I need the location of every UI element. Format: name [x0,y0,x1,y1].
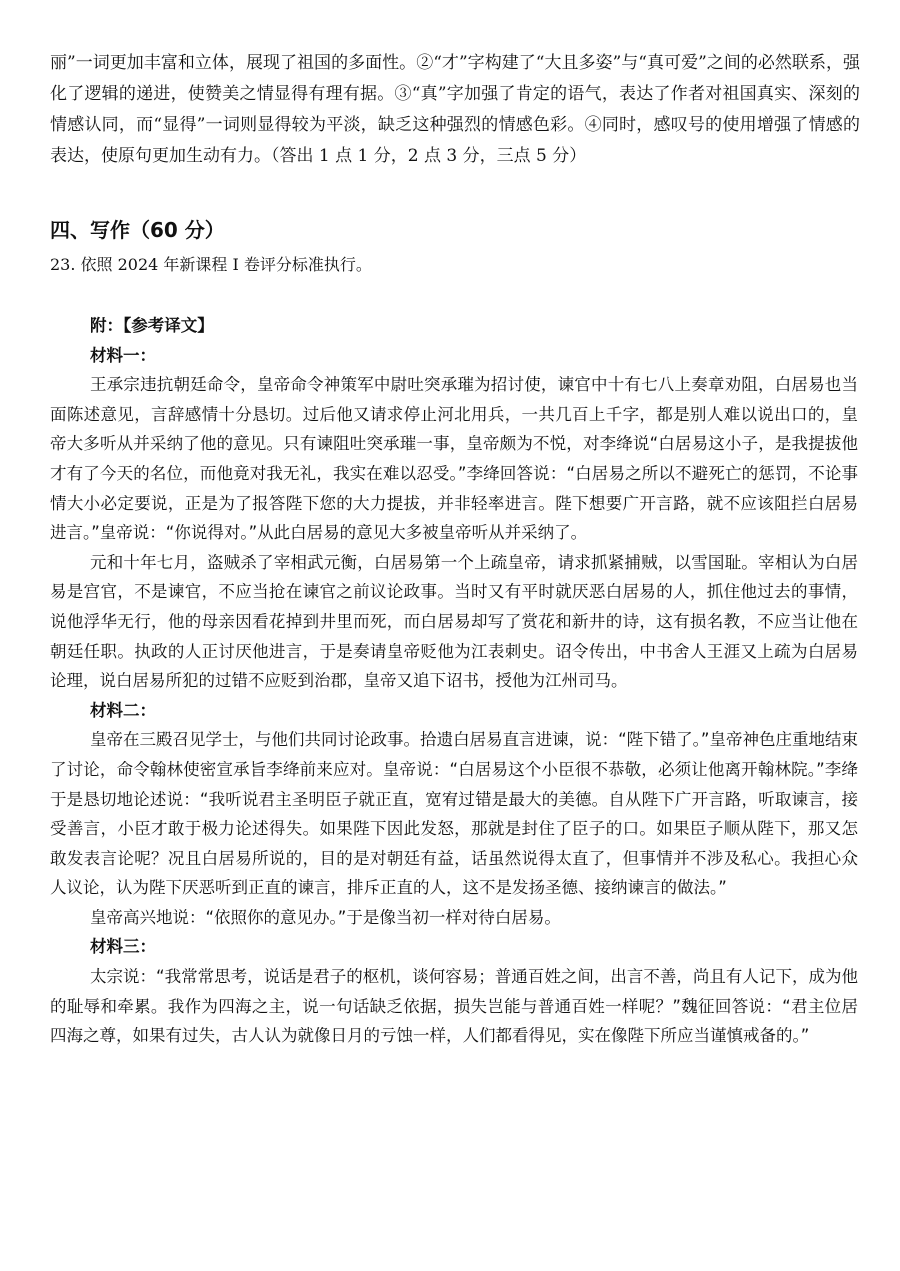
reference-translation [50,311,858,1051]
section-four-heading: 四、写作（60 分） [50,218,225,242]
material-two-paragraph-2: 皇帝高兴地说：“依照你的意见办。”于是像当初一样对待白居易。 [90,907,561,927]
material-three-paragraph-1: 太宗说：“我常常思考，说话是君子的枢机，谈何容易；普通百姓之间，出言不善，尚且有人记下，成为他的耻辱和牵累。我作为四海之主，说一句话缺乏依据，损失岂能与普通百姓一样呢？”魏征回答说：“君主位居四海之尊，如果有过失，古人认为就像日月的亏蚀一样，人们都看得见，实在像陛下所应当谨慎戒备的。” [50,967,858,1046]
appendix-heading: 附：【参考译文】 [90,316,214,335]
answer-continuation: 丽”一词更加丰富和立体，展现了祖国的多面性。②“才”字构建了“大且多姿”与“真可爱”之间的必然联系，强化了逻辑的递进，使赞美之情显得有理有据。③“真”字加强了肯定的语气，表达了作者对祖国真实、深刻的情感认同，而“显得”一词则显得较为平淡，缺乏这种强烈的情感色彩。④同时，感叹号的使用增强了情感的表达，使原句更加生动有力。（答出 1 点 1 分，2 点 3 分，三点 5 分） [50,53,860,166]
material-one-paragraph-1: 王承宗违抗朝廷命令，皇帝命令神策军中尉吐突承璀为招讨使，谏官中十有七八上奏章劝阻，白居易也当面陈述意见，言辞感情十分恳切。过后他又请求停止河北用兵，一共几百上千字，都是别人难以说出口的，皇帝大多听从并采纳了他的意见。只有谏阻吐突承璀一事，皇帝颇为不悦，对李绛说“白居易这小子，是我提拔他才有了今天的名位，而他竟对我无礼，我实在难以忍受。”李绛回答说：“白居易之所以不避死亡的惩罚，不论事情大小必定要说，正是为了报答陛下您的大力提拔，并非轻率进言。陛下想要广开言路，就不应该阻拦白居易进言。”皇帝说：“你说得对。”从此白居易的意见大多被皇帝听从并采纳了。 [50,375,858,543]
question-23: 23. 依照 2024 年新课程 I 卷评分标准执行。 [50,255,372,274]
material-three-label: 材料三： [90,937,156,957]
material-one-paragraph-2: 元和十年七月，盗贼杀了宰相武元衡，白居易第一个上疏皇帝，请求抓紧捕贼，以雪国耻。宰相认为白居易是宫官，不是谏官，不应当抢在谏官之前议论政事。当时又有平时就厌恶白居易的人，抓住他过去的事情，说他浮华无行，他的母亲因看花掉到井里而死，而白居易却写了赏花和新井的诗，这有损名教，不应当让他在朝廷任职。执政的人正讨厌他进言，于是奏请皇帝贬他为江表刺史。诏令传出，中书舍人王涯又上疏为白居易论理，说白居易所犯的过错不应贬到治郡，皇帝又追下诏书，授他为江州司马。 [50,552,858,691]
material-two-label: 材料二： [90,700,156,720]
material-two-paragraph-1: 皇帝在三殿召见学士，与他们共同讨论政事。拾遗白居易直言进谏，说：“陛下错了。”皇帝神色庄重地结束了讨论，命令翰林使密宣承旨李绛前来应对。皇帝说：“白居易这个小臣很不恭敬，必须让他离开翰林院。”李绛于是恳切地论述说：“我听说君主圣明臣子就正直，宽宥过错是最大的美德。自从陛下广开言路，听取谏言，接受善言，小臣才敢于极力论述得失。如果陛下因此发怒，那就是封住了臣子的口。如果臣子顺从陛下，那又怎敢发表言论呢？况且白居易所说的，目的是对朝廷有益，话虽然说得太直了，但事情并不涉及私心。我担心众人议论，认为陛下厌恶听到正直的谏言，排斥正直的人，这不是发扬圣德、接纳谏言的做法。” [50,730,858,898]
material-one-label: 材料一： [90,345,156,365]
